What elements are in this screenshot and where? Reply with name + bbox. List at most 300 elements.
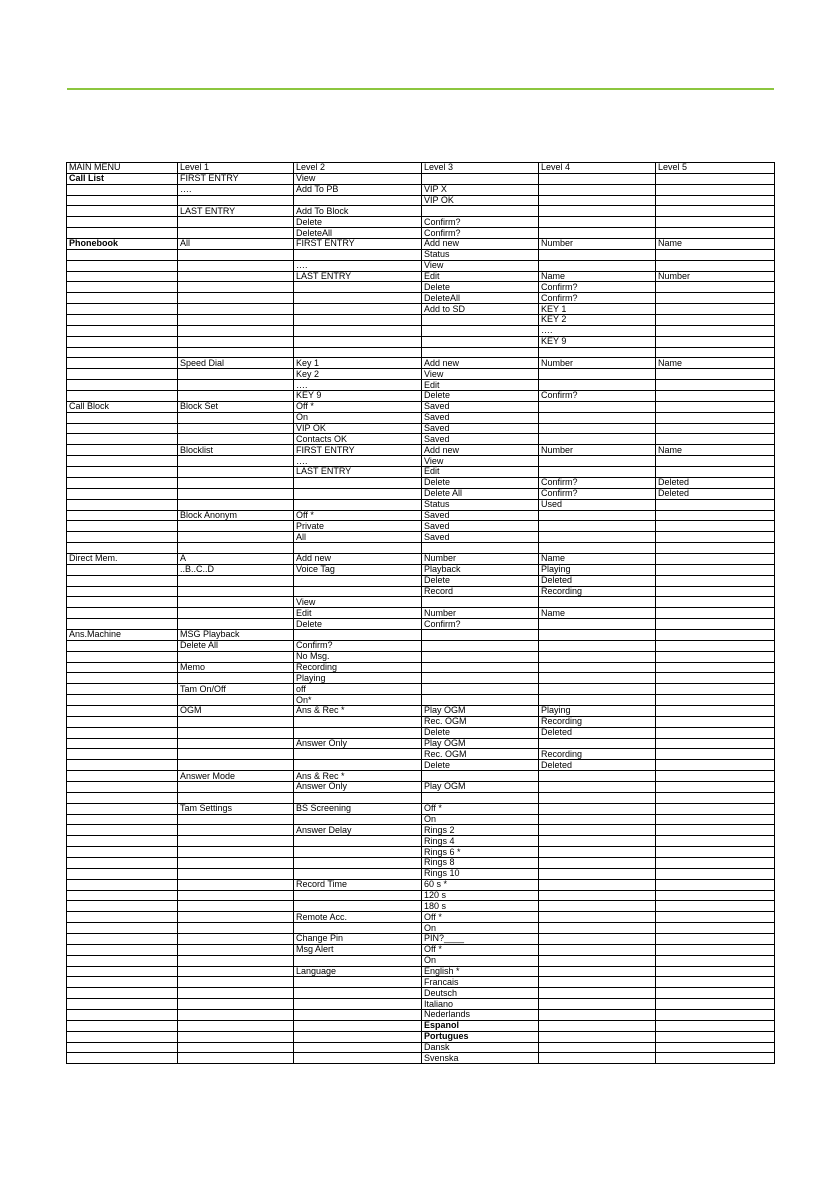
- table-cell: [656, 456, 775, 467]
- table-cell: [422, 315, 539, 326]
- table-cell: [294, 1042, 422, 1053]
- table-cell: Used: [539, 499, 656, 510]
- table-cell: KEY 9: [294, 391, 422, 402]
- table-cell: [67, 532, 178, 543]
- table-row: [67, 803, 775, 814]
- table-cell: [656, 890, 775, 901]
- table-cell: Status: [422, 249, 539, 260]
- table-cell: [422, 543, 539, 554]
- table-cell: Confirm?: [422, 619, 539, 630]
- table-cell: Number: [656, 271, 775, 282]
- table-cell: [294, 477, 422, 488]
- table-row: [67, 1053, 775, 1064]
- table-cell: [539, 1053, 656, 1064]
- table-cell: [656, 825, 775, 836]
- table-cell: [539, 629, 656, 640]
- table-cell: Deleted: [539, 575, 656, 586]
- table-cell: View: [294, 173, 422, 184]
- table-cell: [539, 923, 656, 934]
- table-cell: [178, 988, 294, 999]
- table-cell: [178, 282, 294, 293]
- table-row: [67, 988, 775, 999]
- table-cell: [539, 434, 656, 445]
- table-row: [67, 575, 775, 586]
- table-row: [67, 912, 775, 923]
- table-cell: [656, 184, 775, 195]
- table-cell: [294, 847, 422, 858]
- table-row: [67, 1020, 775, 1031]
- table-cell: A: [178, 553, 294, 564]
- table-cell: Confirm?: [422, 217, 539, 228]
- table-cell: [67, 271, 178, 282]
- table-cell: [539, 695, 656, 706]
- table-cell: [539, 380, 656, 391]
- table-cell: [178, 228, 294, 239]
- table-cell: [656, 944, 775, 955]
- table-row: [67, 510, 775, 521]
- table-cell: [178, 1053, 294, 1064]
- table-header-row: [67, 163, 775, 174]
- table-row: [67, 792, 775, 803]
- table-cell: [67, 195, 178, 206]
- table-cell: [656, 847, 775, 858]
- table-cell: Saved: [422, 401, 539, 412]
- table-cell: [656, 412, 775, 423]
- header-level-5: Level 5: [656, 163, 775, 174]
- table-cell: ….: [178, 184, 294, 195]
- table-cell: [656, 434, 775, 445]
- table-cell: Number: [539, 239, 656, 250]
- table-cell: [656, 705, 775, 716]
- table-cell: Deutsch: [422, 988, 539, 999]
- table-row: [67, 847, 775, 858]
- table-cell: [656, 1020, 775, 1031]
- table-cell: Phonebook: [67, 239, 178, 250]
- table-cell: [539, 532, 656, 543]
- table-cell: [67, 1020, 178, 1031]
- table-cell: Change Pin: [294, 934, 422, 945]
- table-cell: [67, 445, 178, 456]
- table-cell: [656, 716, 775, 727]
- table-cell: [178, 695, 294, 706]
- table-cell: All: [178, 239, 294, 250]
- table-cell: [656, 966, 775, 977]
- table-cell: [422, 792, 539, 803]
- table-cell: DeleteAll: [422, 293, 539, 304]
- table-cell: Portugues: [422, 1031, 539, 1042]
- table-cell: [422, 640, 539, 651]
- table-cell: Off *: [422, 912, 539, 923]
- table-cell: [656, 315, 775, 326]
- table-cell: Playing: [539, 705, 656, 716]
- table-cell: [422, 651, 539, 662]
- table-cell: [422, 597, 539, 608]
- table-cell: On: [294, 412, 422, 423]
- table-cell: Name: [656, 358, 775, 369]
- table-cell: [539, 890, 656, 901]
- table-cell: [67, 890, 178, 901]
- table-cell: [67, 564, 178, 575]
- table-row: [67, 380, 775, 391]
- table-cell: [656, 760, 775, 771]
- table-cell: [294, 315, 422, 326]
- table-cell: View: [294, 597, 422, 608]
- table-cell: Name: [539, 553, 656, 564]
- table-cell: [656, 282, 775, 293]
- table-row: [67, 814, 775, 825]
- table-cell: Recording: [539, 749, 656, 760]
- table-cell: ….: [294, 380, 422, 391]
- table-cell: [178, 966, 294, 977]
- table-cell: Ans.Machine: [67, 629, 178, 640]
- table-cell: All: [294, 532, 422, 543]
- table-cell: [178, 467, 294, 478]
- table-cell: [178, 249, 294, 260]
- table-cell: Delete All: [178, 640, 294, 651]
- table-cell: [656, 814, 775, 825]
- table-cell: [656, 1010, 775, 1021]
- table-cell: Off *: [294, 510, 422, 521]
- table-cell: Status: [422, 499, 539, 510]
- table-cell: [422, 173, 539, 184]
- table-cell: Direct Mem.: [67, 553, 178, 564]
- table-cell: Number: [422, 608, 539, 619]
- table-row: [67, 293, 775, 304]
- table-cell: Off *: [422, 944, 539, 955]
- table-cell: [656, 228, 775, 239]
- table-cell: 60 s *: [422, 879, 539, 890]
- table-cell: [539, 521, 656, 532]
- table-row: [67, 184, 775, 195]
- table-cell: [294, 195, 422, 206]
- table-cell: [67, 184, 178, 195]
- table-cell: Voice Tag: [294, 564, 422, 575]
- table-cell: [178, 260, 294, 271]
- table-cell: [422, 771, 539, 782]
- table-cell: [67, 304, 178, 315]
- table-cell: [178, 434, 294, 445]
- table-row: [67, 249, 775, 260]
- table-cell: [67, 977, 178, 988]
- table-cell: [67, 1031, 178, 1042]
- table-cell: Rings 8: [422, 858, 539, 869]
- table-cell: Recording: [539, 586, 656, 597]
- table-cell: [294, 1020, 422, 1031]
- table-cell: Name: [656, 239, 775, 250]
- table-cell: [539, 901, 656, 912]
- table-cell: [178, 347, 294, 358]
- table-cell: [67, 336, 178, 347]
- table-cell: [539, 662, 656, 673]
- table-cell: [539, 836, 656, 847]
- table-cell: [539, 651, 656, 662]
- table-cell: Nederlands: [422, 1010, 539, 1021]
- table-cell: [178, 477, 294, 488]
- table-cell: [656, 771, 775, 782]
- table-cell: [539, 738, 656, 749]
- table-cell: Delete: [422, 391, 539, 402]
- table-cell: FIRST ENTRY: [294, 445, 422, 456]
- table-cell: [178, 456, 294, 467]
- table-cell: [67, 456, 178, 467]
- table-cell: Rec. OGM: [422, 749, 539, 760]
- table-cell: [539, 792, 656, 803]
- table-cell: [656, 510, 775, 521]
- table-row: [67, 434, 775, 445]
- table-cell: [178, 727, 294, 738]
- table-cell: [656, 934, 775, 945]
- table-row: [67, 727, 775, 738]
- table-row: [67, 597, 775, 608]
- table-cell: [539, 401, 656, 412]
- table-cell: English *: [422, 966, 539, 977]
- table-row: [67, 499, 775, 510]
- table-row: [67, 640, 775, 651]
- table-row: [67, 738, 775, 749]
- table-cell: [178, 391, 294, 402]
- table-cell: [294, 814, 422, 825]
- table-cell: [656, 260, 775, 271]
- table-cell: [178, 651, 294, 662]
- table-cell: [294, 325, 422, 336]
- table-row: [67, 662, 775, 673]
- table-cell: Name: [656, 445, 775, 456]
- table-cell: [67, 836, 178, 847]
- table-cell: ..B..C..D: [178, 564, 294, 575]
- table-cell: Confirm?: [539, 282, 656, 293]
- table-cell: [178, 868, 294, 879]
- table-cell: [294, 488, 422, 499]
- table-cell: [67, 988, 178, 999]
- table-row: [67, 879, 775, 890]
- table-cell: [656, 955, 775, 966]
- table-cell: [67, 488, 178, 499]
- table-cell: [656, 195, 775, 206]
- table-cell: Name: [539, 608, 656, 619]
- table-cell: [539, 217, 656, 228]
- table-cell: Delete: [422, 282, 539, 293]
- table-cell: [539, 879, 656, 890]
- table-cell: Deleted: [539, 727, 656, 738]
- table-cell: [178, 716, 294, 727]
- table-cell: [656, 803, 775, 814]
- table-cell: [294, 347, 422, 358]
- table-cell: [656, 999, 775, 1010]
- table-cell: [67, 369, 178, 380]
- table-row: [67, 401, 775, 412]
- table-row: [67, 684, 775, 695]
- table-cell: Playing: [294, 673, 422, 684]
- table-cell: [178, 944, 294, 955]
- table-row: [67, 695, 775, 706]
- table-row: [67, 467, 775, 478]
- table-cell: Key 1: [294, 358, 422, 369]
- table-cell: [656, 619, 775, 630]
- table-cell: [656, 423, 775, 434]
- table-cell: Add To PB: [294, 184, 422, 195]
- table-cell: [67, 803, 178, 814]
- table-cell: [539, 1020, 656, 1031]
- table-cell: [178, 781, 294, 792]
- table-cell: Recording: [294, 662, 422, 673]
- table-row: [67, 966, 775, 977]
- table-cell: PIN?____: [422, 934, 539, 945]
- table-cell: Italiano: [422, 999, 539, 1010]
- table-cell: [294, 988, 422, 999]
- table-row: [67, 608, 775, 619]
- table-cell: Answer Only: [294, 738, 422, 749]
- table-cell: [67, 858, 178, 869]
- table-cell: [656, 586, 775, 597]
- table-cell: Delete All: [422, 488, 539, 499]
- table-cell: Off *: [422, 803, 539, 814]
- table-cell: [656, 629, 775, 640]
- table-cell: [539, 543, 656, 554]
- table-cell: Play OGM: [422, 781, 539, 792]
- table-cell: [178, 1010, 294, 1021]
- table-cell: [67, 282, 178, 293]
- table-cell: [294, 858, 422, 869]
- table-cell: [539, 825, 656, 836]
- table-cell: Add new: [422, 358, 539, 369]
- table-cell: [67, 434, 178, 445]
- table-cell: [67, 477, 178, 488]
- table-cell: [67, 879, 178, 890]
- table-cell: [67, 781, 178, 792]
- table-cell: [539, 977, 656, 988]
- table-cell: [67, 847, 178, 858]
- table-row: [67, 1031, 775, 1042]
- table-cell: [539, 412, 656, 423]
- table-cell: [178, 423, 294, 434]
- table-cell: [656, 173, 775, 184]
- table-cell: Delete: [422, 477, 539, 488]
- table-row: [67, 716, 775, 727]
- table-cell: [539, 803, 656, 814]
- table-cell: Edit: [422, 271, 539, 282]
- table-cell: [656, 532, 775, 543]
- table-cell: [294, 792, 422, 803]
- table-cell: [294, 282, 422, 293]
- table-cell: [294, 901, 422, 912]
- table-cell: [178, 858, 294, 869]
- table-cell: Add new: [422, 445, 539, 456]
- table-cell: [656, 380, 775, 391]
- table-cell: Deleted: [539, 760, 656, 771]
- table-cell: Delete: [422, 760, 539, 771]
- table-cell: Number: [422, 553, 539, 564]
- table-cell: Saved: [422, 423, 539, 434]
- table-cell: [656, 249, 775, 260]
- table-row: [67, 271, 775, 282]
- table-cell: [539, 510, 656, 521]
- table-cell: [656, 781, 775, 792]
- table-row: [67, 304, 775, 315]
- table-cell: [178, 934, 294, 945]
- table-cell: [294, 1010, 422, 1021]
- table-cell: [294, 760, 422, 771]
- table-cell: [178, 412, 294, 423]
- table-cell: Play OGM: [422, 705, 539, 716]
- table-cell: [67, 206, 178, 217]
- table-cell: [422, 206, 539, 217]
- table-cell: [656, 977, 775, 988]
- table-cell: [656, 879, 775, 890]
- table-cell: [67, 608, 178, 619]
- table-cell: LAST ENTRY: [294, 467, 422, 478]
- table-cell: [656, 325, 775, 336]
- table-cell: VIP OK: [422, 195, 539, 206]
- table-cell: [67, 651, 178, 662]
- table-row: [67, 369, 775, 380]
- table-cell: [422, 629, 539, 640]
- table-cell: [67, 358, 178, 369]
- table-cell: [656, 597, 775, 608]
- table-cell: [656, 1053, 775, 1064]
- table-cell: [178, 825, 294, 836]
- table-cell: Rings 2: [422, 825, 539, 836]
- table-cell: KEY 1: [539, 304, 656, 315]
- table-cell: [67, 662, 178, 673]
- table-cell: [539, 1042, 656, 1053]
- header-level-3: Level 3: [422, 163, 539, 174]
- table-cell: [539, 944, 656, 955]
- table-cell: [178, 315, 294, 326]
- table-cell: [178, 380, 294, 391]
- table-cell: [656, 738, 775, 749]
- table-row: [67, 206, 775, 217]
- table-row: [67, 760, 775, 771]
- table-cell: [67, 771, 178, 782]
- table-cell: [294, 249, 422, 260]
- table-cell: Add new: [422, 239, 539, 250]
- table-row: [67, 868, 775, 879]
- table-cell: [67, 749, 178, 760]
- table-cell: [67, 738, 178, 749]
- table-cell: [539, 858, 656, 869]
- table-cell: [67, 825, 178, 836]
- table-row: [67, 858, 775, 869]
- table-cell: [539, 467, 656, 478]
- table-cell: On: [422, 923, 539, 934]
- table-cell: [539, 195, 656, 206]
- table-cell: [656, 347, 775, 358]
- table-cell: [67, 380, 178, 391]
- table-row: [67, 488, 775, 499]
- table-cell: [656, 792, 775, 803]
- table-cell: [67, 467, 178, 478]
- table-cell: [656, 912, 775, 923]
- table-cell: [67, 814, 178, 825]
- table-row: [67, 456, 775, 467]
- table-cell: [178, 923, 294, 934]
- table-cell: Rings 4: [422, 836, 539, 847]
- table-cell: [178, 879, 294, 890]
- table-cell: Playing: [539, 564, 656, 575]
- table-cell: [656, 293, 775, 304]
- table-row: [67, 347, 775, 358]
- table-cell: Add new: [294, 553, 422, 564]
- table-cell: [178, 738, 294, 749]
- table-row: [67, 228, 775, 239]
- table-cell: [178, 586, 294, 597]
- table-cell: Espanol: [422, 1020, 539, 1031]
- table-cell: [67, 760, 178, 771]
- table-cell: Deleted: [656, 477, 775, 488]
- table-cell: No Msg.: [294, 651, 422, 662]
- table-cell: Recording: [539, 716, 656, 727]
- table-row: [67, 358, 775, 369]
